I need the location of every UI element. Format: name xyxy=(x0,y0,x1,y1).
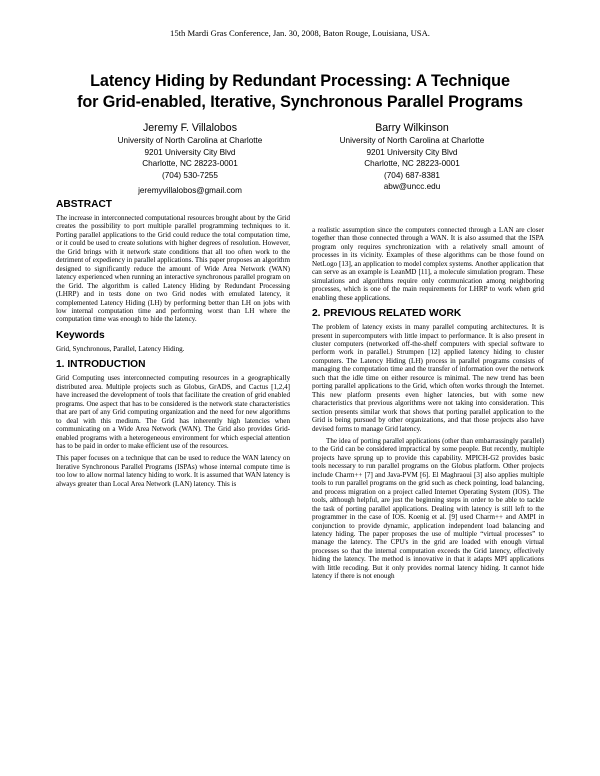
author-email[interactable]: abw@uncc.edu xyxy=(383,182,441,192)
paper-title xyxy=(30,71,570,113)
title-line-2: for Grid-enabled, Iterative, Synchronous Parallel Programs xyxy=(77,93,523,111)
right-column xyxy=(312,226,544,585)
title-line-1: Latency Hiding by Redundant Processing: A Technique xyxy=(90,72,510,90)
author-block-2 xyxy=(312,122,512,193)
related-work-paragraph-1: The problem of latency exists in many parallel computing architectures. It is present in supercomputers with little impact to performance. It is also present in cluster computers (networked off-the-shelf computers with special software to perform work in parallel.) Strumpen [12] applied latency hiding to cluster computers. The Latency Hiding (LH) process in parallel programs consists of managing the computation time and the transfer of information over the network such that the idle time on either resource is minimal. The new trend has been porting parallel applications to the Grid, which often works through the Internet. This new platform presents even higher latencies, but with some new characteristics that previous algorithms were not taking into consideration. This section presents similar work that shows that porting parallel application to the Grid is being pursued by other organizations, and that those projects also have devised forms to manage Grid latency. xyxy=(312,323,544,433)
continued-paragraph: a realistic assumption since the computers connected through a LAN are closer together than those connected through a WAN. It is also assumed that the ISPA program only requires synchronization with a relatively small amount of processes in its vicinity. Examples of these algorithms can be those found on NetLogo [13], an application to model complex systems. Another application that can serve as an example is LeanMD [11], a molecule simulation program. These simulations and algorithms require only communication among neighboring processes, which is one of the main requirements for LHRP to work when grid enabling these applications. xyxy=(312,226,544,302)
keywords-heading: Keywords xyxy=(56,329,105,341)
author-affiliation: University of North Carolina at Charlotte xyxy=(339,136,485,145)
introduction-heading: 1. INTRODUCTION xyxy=(56,359,146,371)
author-phone: (704) 687-8381 xyxy=(384,170,440,180)
author-affiliation: University of North Carolina at Charlotte xyxy=(117,136,263,145)
conference-header: 15th Mardi Gras Conference, Jan. 30, 2008, Baton Rouge, Louisiana, USA. xyxy=(170,28,430,38)
related-work-heading: 2. PREVIOUS RELATED WORK xyxy=(312,308,462,320)
author-phone: (704) 530-7255 xyxy=(162,170,218,180)
keywords-text: Grid, Synchronous, Parallel, Latency Hiding. xyxy=(56,344,185,353)
introduction-paragraph-1: Grid Computing uses interconnected computing resources in a geographically distributed area. Multiple projects such as Globus, GrADS, and Cactus [1,2,4] have increased the development of tools that facilitate the creation of grid enabled programs. One aspect that has to be considered is the network state characteristics that are part of any Grid computing organization and the need for new algorithms to deal with this medium. The Grid has inherently high latencies when communicating on a Wide Area Network (WAN). The Grid also provides Grid-enabled programs with a heterogeneous environment for which especial attention has to be paid in order to make efficient use of the resources. xyxy=(56,374,290,450)
related-work-paragraph-2: The idea of porting parallel applications (other than embarrassingly parallel) to the Grid can be considered impractical by some people. But recently, multiple projects have sprung up to provide this capability. MPICH-G2 provides basic tools necessary to run parallel programs on the Globus platform. Other projects include Charm++ [7] and Java-PVM [6]. El Maghraoui [3] also applies multiple tools to run parallel programs on the grid such as check pointing, load balancing, and process migration on a project called Internet Operating System (IOS). The tools, although helpful, are just the beginning steps in order to be able to tackle the task of porting parallel applications. Dealing with latency is still left to the programmer in the case of IOS. Koenig et al. [9] used Charm++ and AMPI in conjunction to provide dynamic, application independent load balancing and latency hiding. The paper proposes the use of multiple “virtual processes” to manage the latency. The CPU's in the grid are loaded with enough virtual processes so that the internal computation exceeds the Grid latency, effectively hiding the latency. The method is innovative in that it adapts MPI applications with little recoding. But it only provides normal latency hiding. It cannot hide latency if there is not enough xyxy=(312,436,544,581)
author-name: Jeremy F. Villalobos xyxy=(142,122,237,134)
introduction-paragraph-2: This paper focuses on a technique that can be used to reduce the WAN latency on Iterative Synchronous Parallel Programs (ISPAs) whose internal compute time is too low to allow normal latency hiding to work. It is assumed that WAN latency is always greater than Local Area Network (LAN) latency. This is xyxy=(56,454,290,488)
author-email[interactable]: jeremyvillalobos@gmail.com xyxy=(138,186,242,196)
author-street: 9201 University City Blvd xyxy=(366,147,458,157)
author-block-1 xyxy=(90,122,290,197)
abstract-heading: ABSTRACT xyxy=(56,199,113,210)
author-name: Barry Wilkinson xyxy=(375,122,449,134)
author-city: Charlotte, NC 28223-0001 xyxy=(142,159,238,169)
author-street: 9201 University City Blvd xyxy=(144,147,236,157)
author-city: Charlotte, NC 28223-0001 xyxy=(364,159,460,169)
left-column xyxy=(56,199,290,492)
abstract-text: The increase in interconnected computational resources brought about by the Grid creates the possibility to port multiple parallel programming techniques to it. Porting parallel applications to the Grid could reduce the total computation time, or it could be used to create solutions with higher degrees of resolution. However, the Grid brings with it network state conditions that all too often work to the detriment of expediency in parallel applications. This paper proposes an algorithm designed to significantly reduce the amount of Wide Area Network (WAN) latency experienced when running an interactive synchronous parallel program on the Grid. The algorithm is called Latency Hiding by Redundant Processing (LHRP) and in tests done on two Grid nodes with emulated latency, it complemented Latency Hiding (LH) by performing better than LH on jobs with low internal computation time and performing worst than LH where the computation time was enough to hide the latency. xyxy=(56,214,290,324)
